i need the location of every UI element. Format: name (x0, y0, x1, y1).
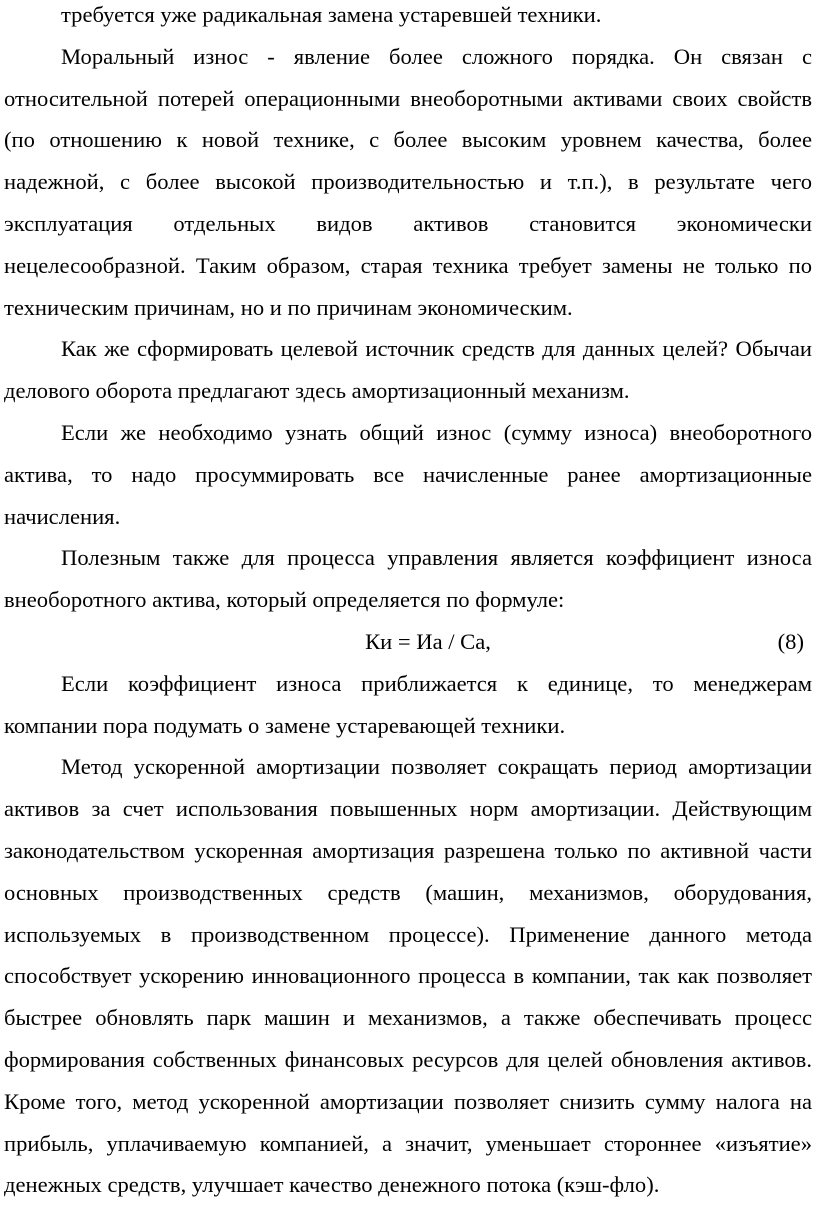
paragraph-wear-coefficient: Полезным также для процесса управления является коэффициент износа внеоборотного актива, который определяется по формуле: (4, 545, 812, 613)
formula-expression: Ки = Иа / Са, (365, 628, 491, 654)
paragraph-moral-wear: Моральный износ - явление более сложного порядка. Он связан с относительной потерей операционными внеоборотными активами своих свойств (по отношению к новой технике, с более высоким уровнем качества, более надежной, с более высокой производительностью и т.п.), в результате чего эксплуатация отдельных видов активов становится экономически нецелесообразной. Таким образом, старая техника требует замены не только по техническим причинам, но и по причинам экономическим. (4, 43, 812, 320)
paragraph-funding-source: Как же сформировать целевой источник средств для данных целей? Обычаи делового оборота предлагают здесь амортизационный механизм. (4, 336, 812, 404)
paragraph-accelerated-depreciation: Метод ускоренной амортизации позволяет сокращать период амортизации активов за счет использования повышенных норм амортизации. Действующим законодательством ускоренная амортизация разрешена только по активной части основных производственных средств (машин, механизмов, оборудования, используемых в производственном процессе). Применение данного метода способствует ускорению инновационного процесса в компании, так как позволяет быстрее обновлять парк машин и механизмов, а также обеспечивать процесс формирования собственных финансовых ресурсов для целей обновления активов. Кроме того, метод ускоренной амортизации позволяет снизить сумму налога на прибыль, уплачиваемую компанией, а значит, уменьшает стороннее «изъятие» денежных средств, улучшает качество денежного потока (кэш-фло). (4, 754, 812, 1198)
paragraph-total-wear: Если же необходимо узнать общий износ (сумму износа) внеоборотного актива, то надо просуммировать все начисленные ранее амортизационные начисления. (4, 419, 812, 529)
formula-number: (8) (777, 628, 804, 654)
formula-line (4, 621, 812, 663)
paragraph-coefficient-unity: Если коэффициент износа приближается к единице, то менеджерам компании пора подумать о замене устаревающей техники. (4, 670, 812, 738)
paragraph-continuation: требуется уже радикальная замена устаревшей техники. (61, 2, 602, 27)
